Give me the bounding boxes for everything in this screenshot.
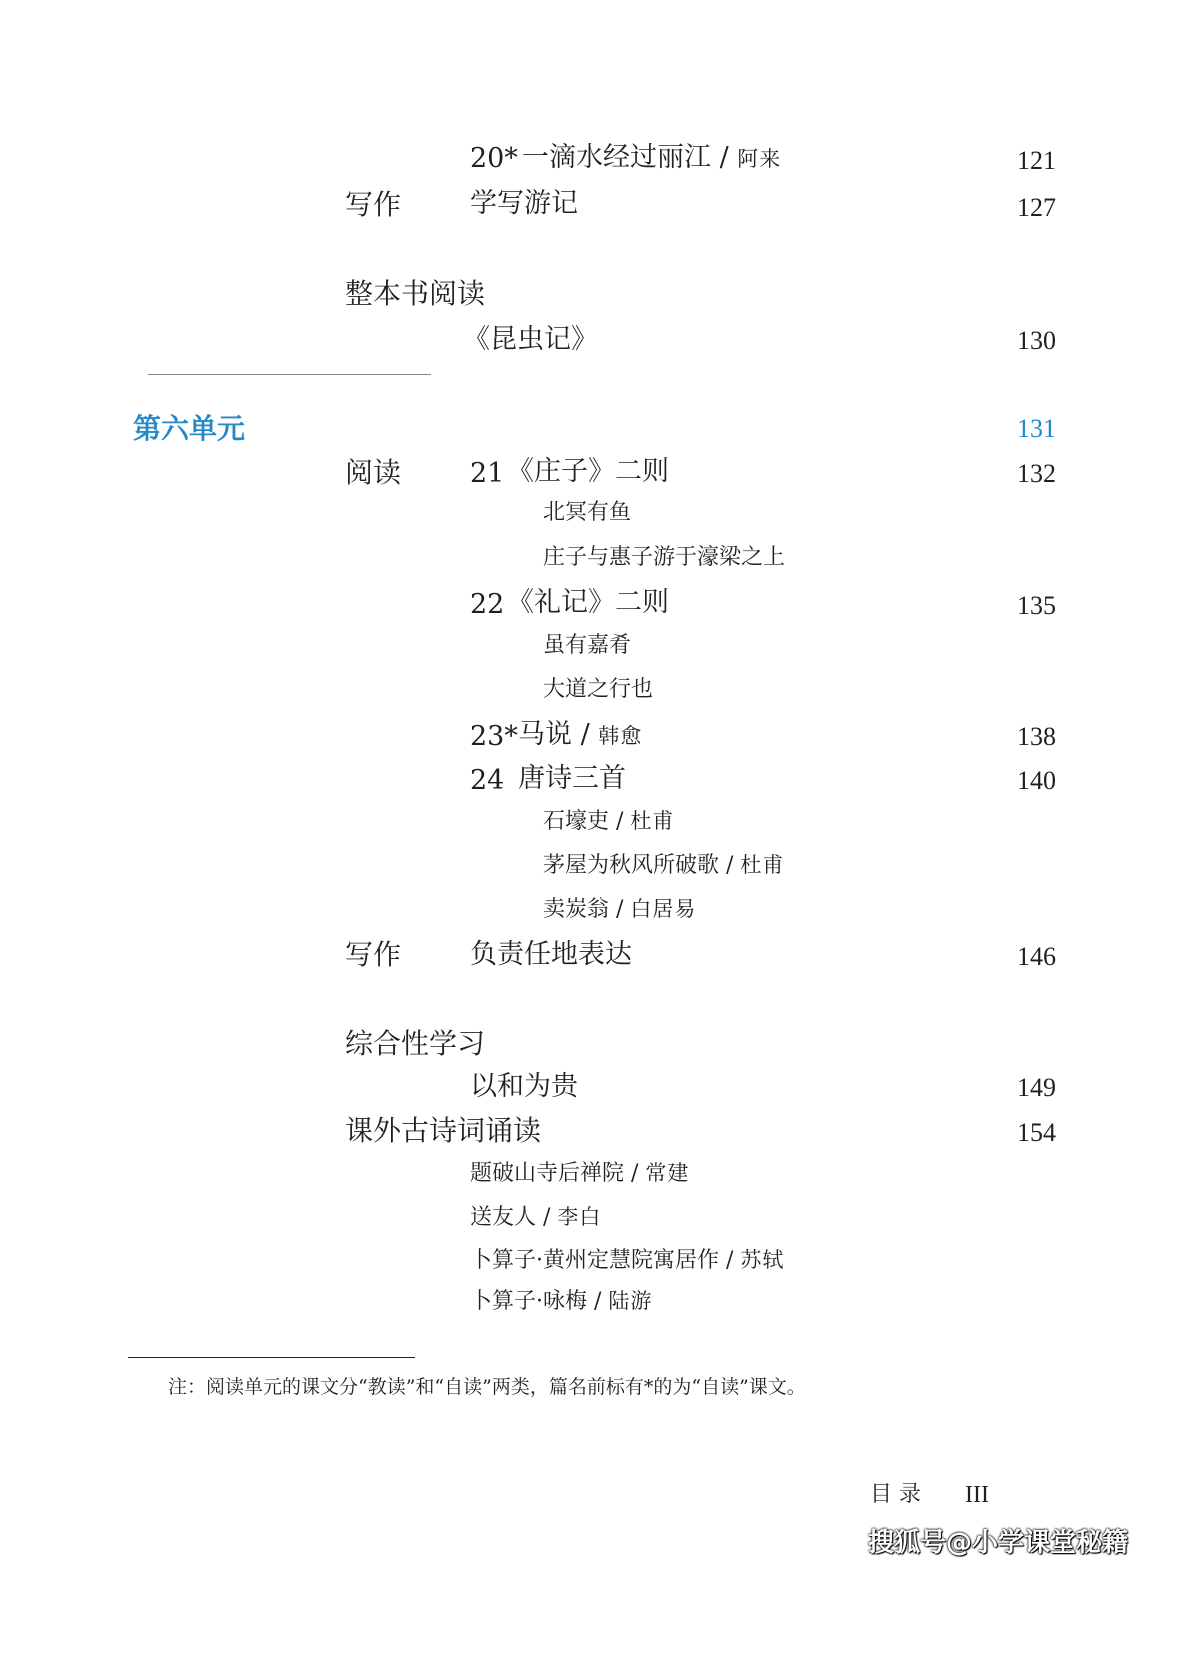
page-number: 135 — [1017, 591, 1056, 620]
page-number: 130 — [1017, 326, 1056, 355]
lesson-number: 22 — [470, 589, 505, 620]
page-number: 149 — [1017, 1073, 1056, 1102]
lesson-title: 以和为贵 — [470, 1071, 578, 1102]
footnote: 注：阅读单元的课文分“教读”和“自读”两类，篇名前标有*的为“自读”课文。 — [168, 1376, 806, 1398]
sub-title: 大道之行也 — [543, 677, 654, 702]
footer-label: 目 录 — [870, 1482, 921, 1507]
author: 杜甫 — [630, 809, 675, 833]
page-number: 127 — [1017, 193, 1056, 222]
lesson-title: 一滴水经过丽江 / 阿来 — [522, 142, 782, 173]
section-label: 综合性学习 — [345, 1027, 486, 1060]
unit-title: 第六单元 — [133, 412, 246, 445]
page-number: 140 — [1017, 766, 1056, 795]
poem-title: 卜算子·咏梅 / 陆游 — [470, 1289, 653, 1314]
sub-title: 卖炭翁 / 白居易 — [543, 897, 697, 922]
page-number: 131 — [1017, 414, 1056, 443]
footnote-rule — [128, 1357, 415, 1358]
poem-title: 题破山寺后禅院 / 常建 — [470, 1161, 690, 1186]
author: 常建 — [645, 1161, 690, 1185]
footer-page-numeral: III — [965, 1482, 989, 1508]
lesson-title: 《庄子》二则 — [507, 456, 669, 487]
lesson-number: 24 — [470, 765, 505, 796]
sub-title: 庄子与惠子游于濠梁之上 — [543, 545, 786, 570]
author: 白居易 — [630, 897, 697, 921]
author: 杜甫 — [740, 853, 785, 877]
lesson-number: 20* — [470, 143, 518, 174]
sub-title: 石壕吏 / 杜甫 — [543, 809, 675, 834]
lesson-title: 学写游记 — [470, 188, 578, 219]
divider-rule — [148, 374, 431, 375]
lesson-number: 23* — [470, 721, 518, 752]
poem-title: 送友人 / 李白 — [470, 1205, 602, 1230]
author: 苏轼 — [740, 1248, 785, 1272]
author: 李白 — [557, 1205, 602, 1229]
section-label: 整本书阅读 — [345, 277, 486, 310]
lesson-title: 唐诗三首 — [518, 763, 626, 794]
lesson-title: 负责任地表达 — [470, 939, 632, 970]
page-number: 146 — [1017, 942, 1056, 971]
lesson-title: 《礼记》二则 — [507, 587, 669, 618]
lesson-title: 马说 / 韩愈 — [518, 719, 643, 750]
poem-title: 卜算子·黄州定慧院寓居作 / 苏轼 — [470, 1248, 785, 1273]
sub-title: 虽有嘉肴 — [543, 633, 632, 658]
author: 陆游 — [608, 1289, 653, 1313]
lesson-title: 《昆虫记》 — [463, 324, 598, 355]
section-label: 阅读 — [345, 456, 402, 489]
section-label: 写作 — [345, 938, 402, 971]
page-number: 121 — [1017, 146, 1056, 175]
watermark: 搜狐号@小学课堂秘籍 — [868, 1528, 1129, 1558]
author: 韩愈 — [598, 724, 643, 748]
page-number: 132 — [1017, 459, 1056, 488]
author: 阿来 — [737, 147, 782, 171]
section-label: 课外古诗词诵读 — [345, 1114, 542, 1147]
section-label: 写作 — [345, 188, 402, 221]
page-number: 138 — [1017, 722, 1056, 751]
page-number: 154 — [1017, 1118, 1056, 1147]
lesson-number: 21 — [470, 458, 505, 489]
sub-title: 北冥有鱼 — [543, 500, 632, 525]
sub-title: 茅屋为秋风所破歌 / 杜甫 — [543, 853, 785, 878]
